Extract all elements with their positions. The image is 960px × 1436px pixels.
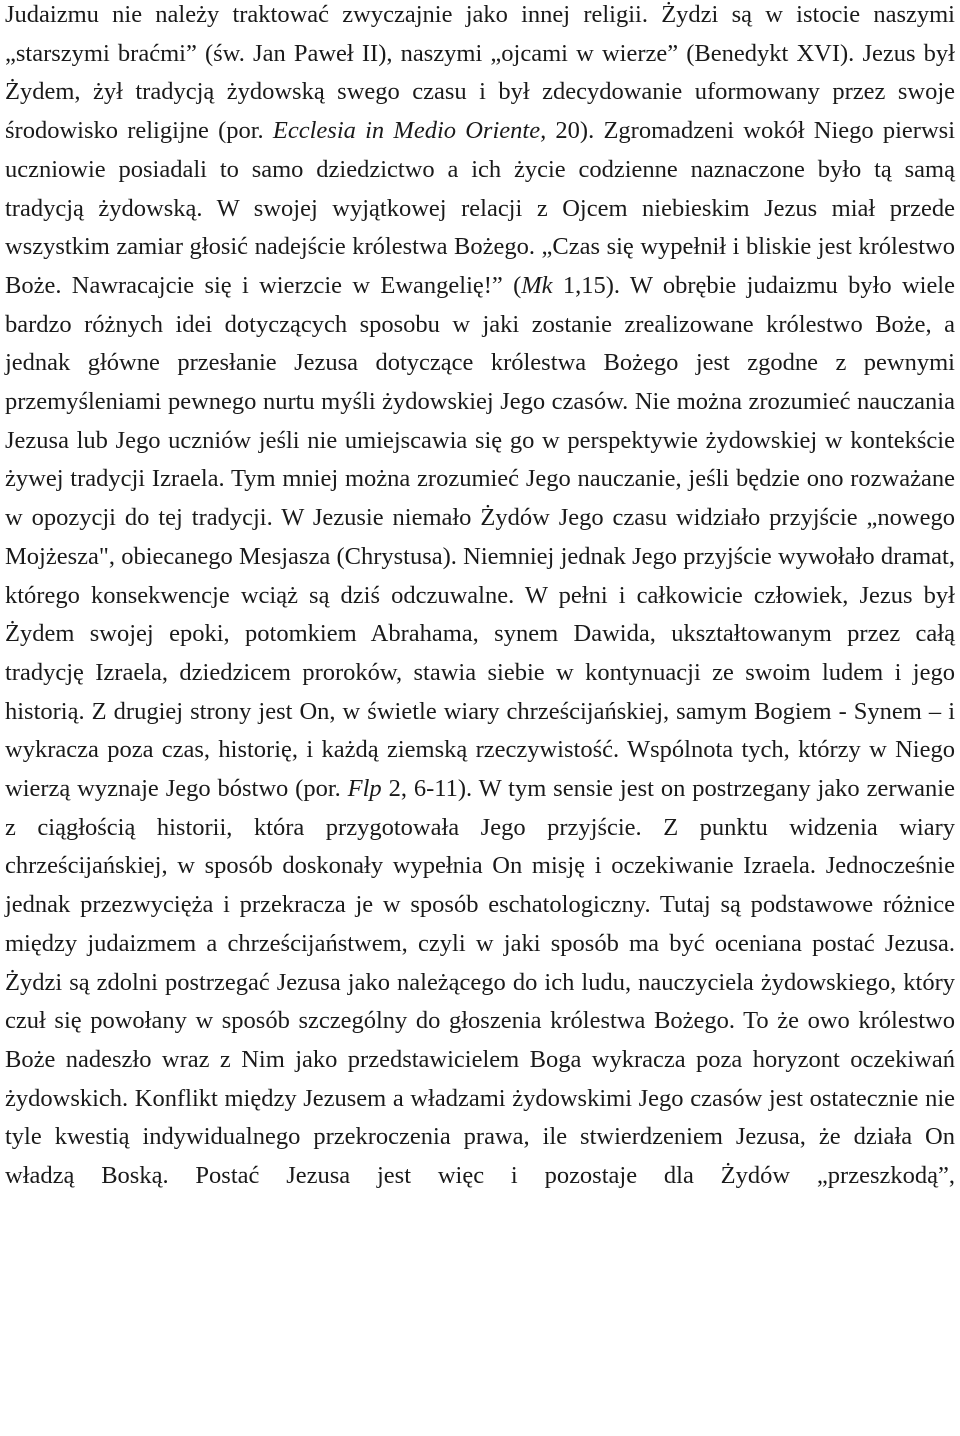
- text-segment: 20). Zgromadzeni wokół Niego pierwsi uczniowie posiadali to samo dziedzictwo a ich życie codzienne naznaczone było tą samą tradycją żydowską. W swojej wyjątkowej relacji z Ojcem niebieskim Jezus miał przede wszystkim zamiar głosić nadejście królestwa Bożego. „Czas się wypełnił i bliskie jest królestwo Boże. Nawracajcie się i wierzcie w Ewangelię!” (: [5, 117, 955, 299]
- citation-ecclesia: Ecclesia in Medio Oriente,: [272, 117, 547, 145]
- body-paragraph: [5, 0, 955, 1196]
- citation-flp: Flp: [347, 775, 382, 803]
- text-segment: Judaizmu nie należy traktować zwyczajnie jako innej religii. Żydzi są w istocie naszymi „starszymi braćmi” (św. Jan Paweł II), naszymi „ojcami w wierze” (Benedykt XVI). Jezus był Żydem, żył tradycją żydowską swego czasu i był zdecydowanie uformowany przez swoje środowisko religijne (por.: [5, 1, 955, 145]
- text-segment: 2, 6-11). W tym sensie jest on postrzegany jako zerwanie z ciągłością historii, która przygotowała Jego przyjście. Z punktu widzenia wiary chrześcijańskiej, w sposób doskonały wypełnia On misję i oczekiwanie Izraela. Jednocześnie jednak przezwycięża i przekracza je w sposób eschatologiczny. Tutaj są podstawowe różnice między judaizmem a chrześcijaństwem, czyli w jaki sposób ma być oceniana postać Jezusa. Żydzi są zdolni postrzegać Jezusa jako należącego do ich ludu, nauczyciela żydowskiego, który czuł się powołany w sposób szczególny do głoszenia królestwa Bożego. To że owo królestwo Boże nadeszło wraz z Nim jako przedstawicielem Boga wykracza poza horyzont oczekiwań żydowskich. Konflikt między Jezusem a władzami żydowskimi Jego czasów jest ostatecznie nie tyle kwestią indywidualnego przekroczenia prawa, ile stwierdzeniem Jezusa, że działa On władzą Boską. Postać Jezusa jest więc i pozostaje dla Żydów „przeszkodą”,: [5, 775, 955, 1190]
- text-segment: 1,15). W obrębie judaizmu było wiele bardzo różnych idei dotyczących sposobu w jaki zostanie zrealizowane królestwo Boże, a jednak główne przesłanie Jezusa dotyczące królestwa Bożego jest zgodne z pewnymi przemyśleniami pewnego nurtu myśli żydowskiej Jego czasów. Nie można zrozumieć nauczania Jezusa lub Jego uczniów jeśli nie umiejscawia się go w perspektywie żydowskiej w kontekście żywej tradycji Izraela. Tym mniej można zrozumieć Jego nauczanie, jeśli będzie ono rozważane w opozycji do tej tradycji. W Jezusie niemało Żydów Jego czasu widziało przyjście „nowego Mojżesza", obiecanego Mesjasza (Chrystusa). Niemniej jednak Jego przyjście wywołało dramat, którego konsekwencje wciąż są dziś odczuwalne. W pełni i całkowicie człowiek, Jezus był Żydem swojej epoki, potomkiem Abrahama, synem Dawida, ukształtowanym przez całą tradycję Izraela, dziedzicem proroków, stawia siebie w kontynuacji ze swoim ludem i jego historią. Z drugiej strony jest On, w świetle wiary chrześcijańskiej, samym Bogiem - Synem – i wykracza poza czas, historię, i każdą ziemską rzeczywistość. Wspólnota tych, którzy w Niego wierzą wyznaje Jego bóstwo (por.: [5, 271, 955, 803]
- citation-mk: Mk: [521, 271, 553, 299]
